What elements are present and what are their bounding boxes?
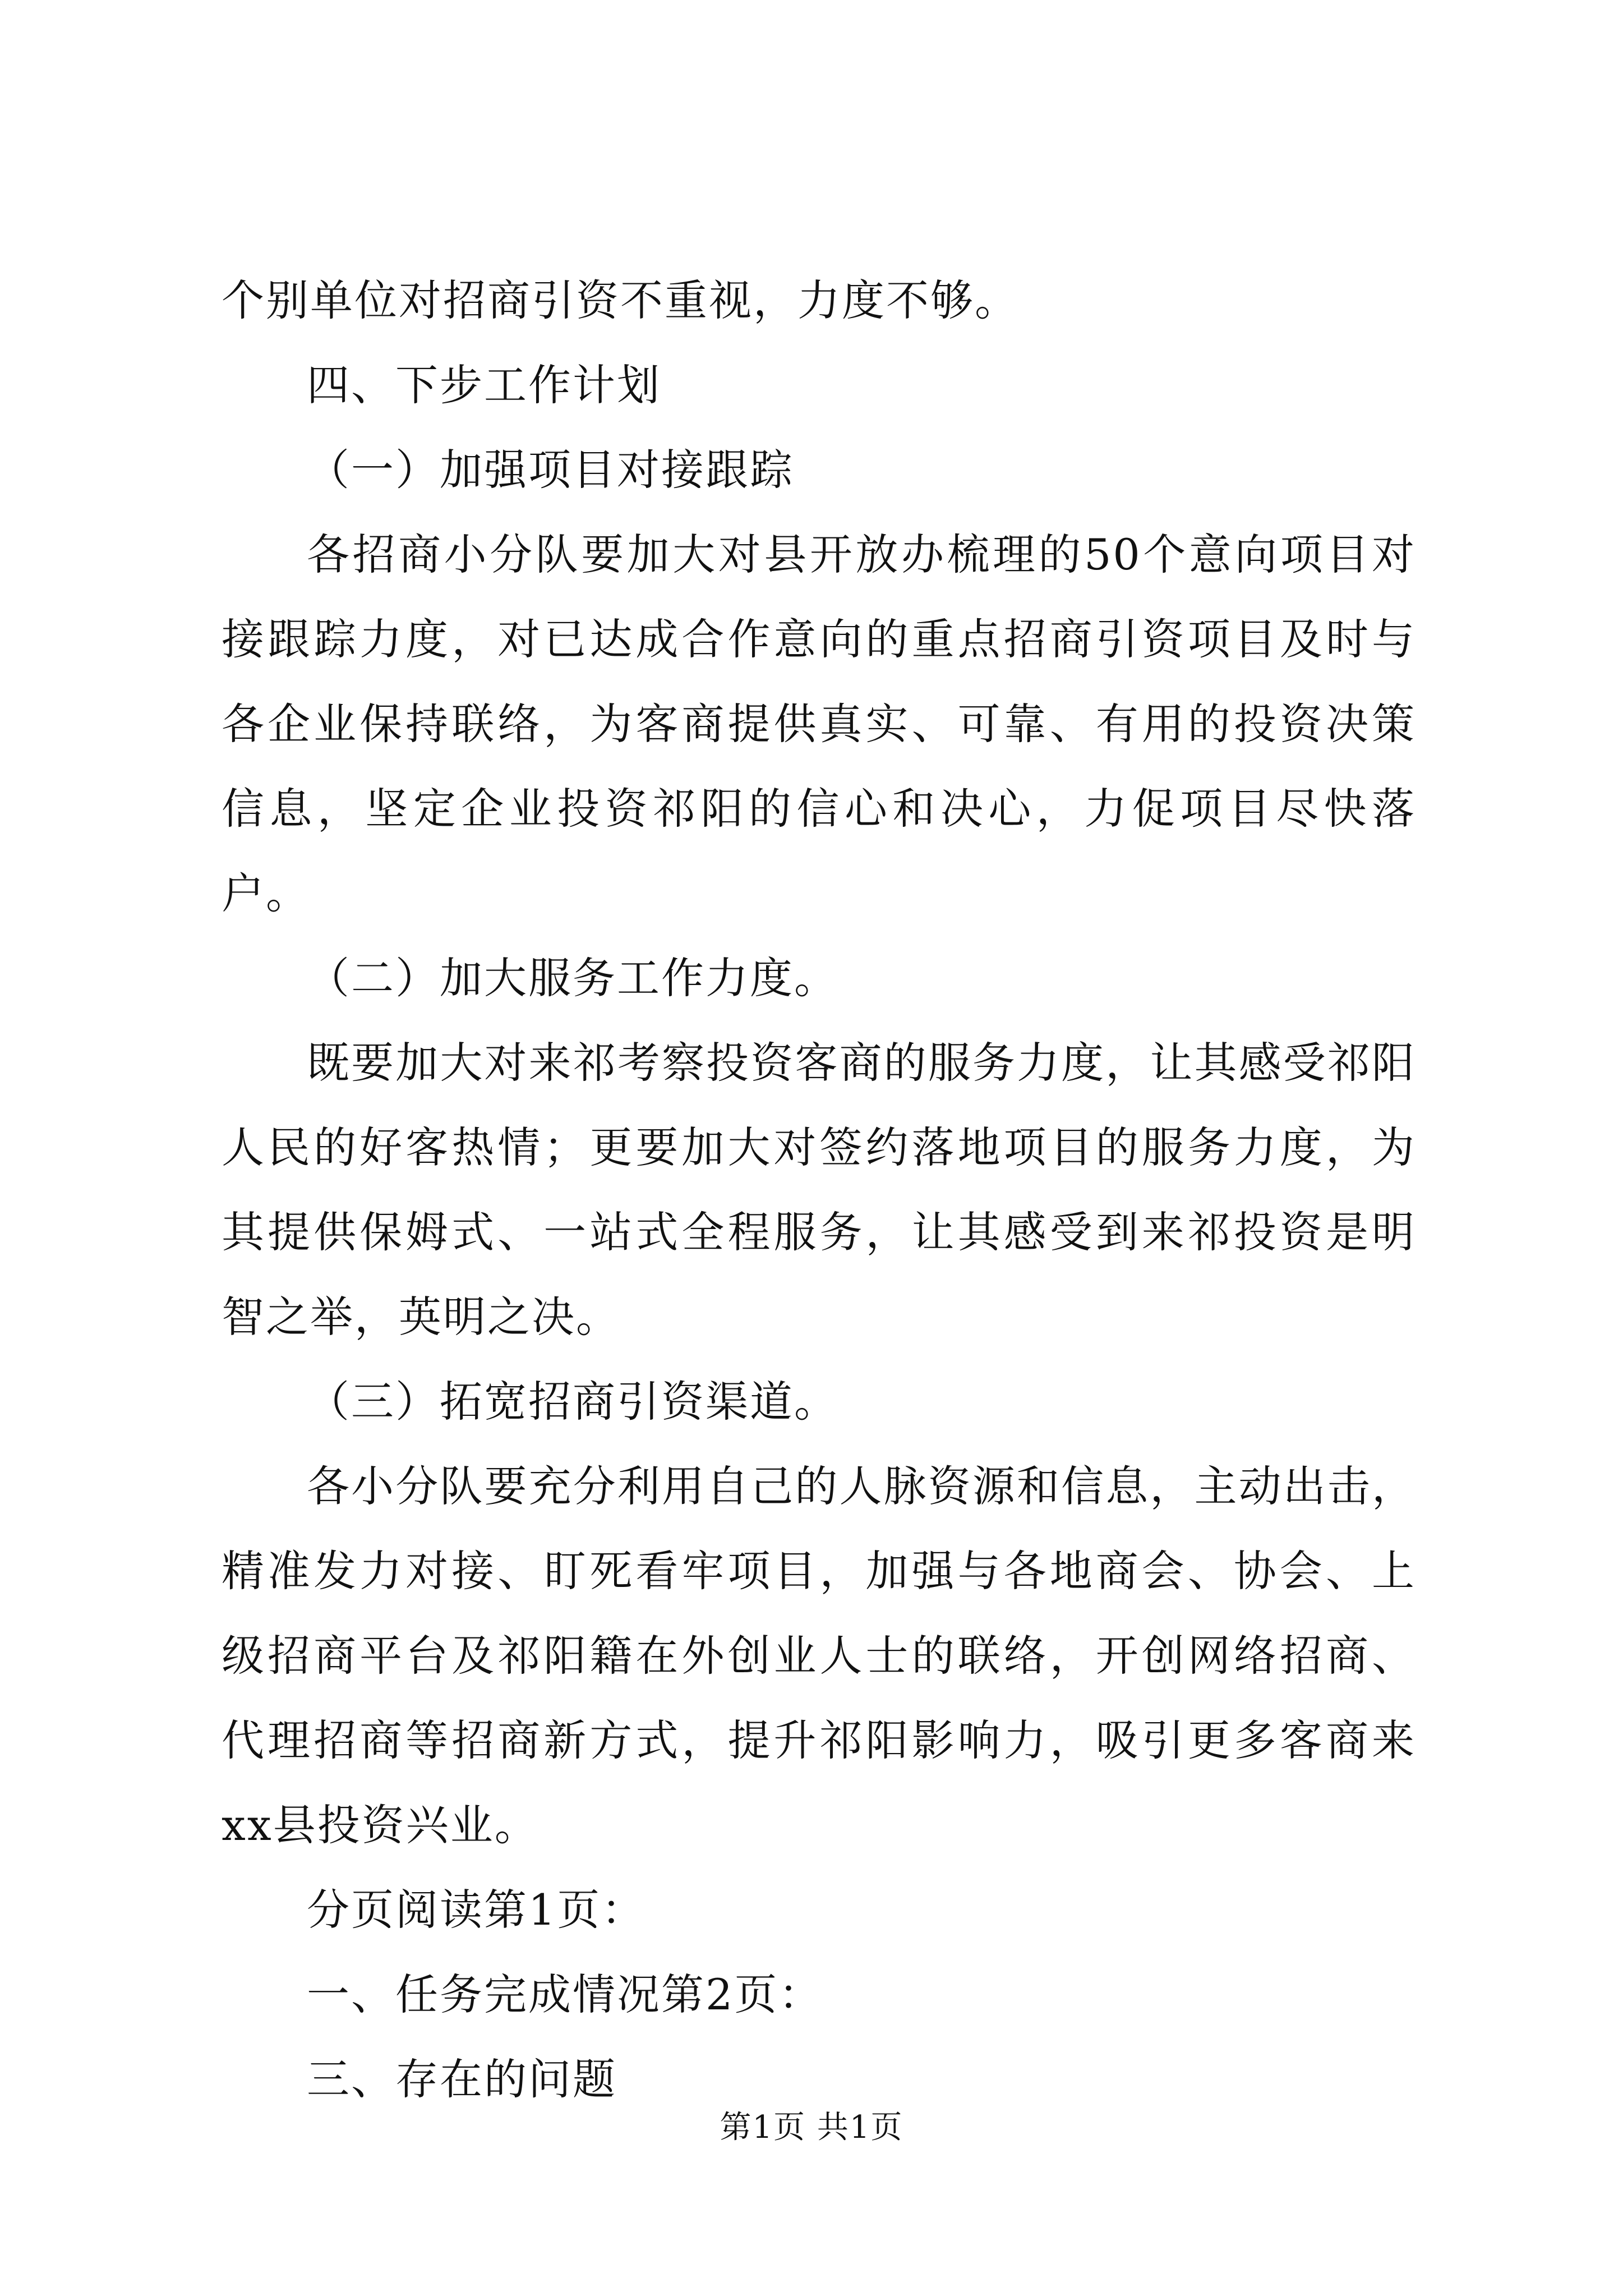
pagination-link-page-1: 分页阅读第1页： bbox=[307, 1885, 646, 1935]
subheading-service: （二）加大服务工作力度。 bbox=[307, 953, 838, 1003]
subheading-project-tracking: （一）加强项目对接跟踪 bbox=[307, 445, 794, 495]
paragraph-project-tracking: 各招商小分队要加大对县开放办梳理的50个意向项目对接跟踪力度，对已达成合作意向的重点招商引资项目及时与各企业保持联络，为客商提供真实、可靠、有用的投资决策信息，坚定企业投资祁阳的信心和决心，力促项目尽快落户。 bbox=[222, 530, 1416, 918]
page-footer: 第1页 共1页 bbox=[720, 2109, 903, 2146]
document-body bbox=[222, 258, 1416, 2122]
paragraph-channels: 各小分队要充分利用自己的人脉资源和信息，主动出击，精准发力对接、盯死看牢项目，加强与各地商会、协会、上级招商平台及祁阳籍在外创业人士的联络，开创网络招商、代理招商等招商新方式，提升祁阳影响力，吸引更多客商来xx县投资兴业。 bbox=[222, 1461, 1416, 1850]
paragraph-continuation: 个别单位对招商引资不重视，力度不够。 bbox=[222, 275, 1019, 325]
section-heading-problems: 三、存在的问题 bbox=[307, 2054, 617, 2104]
section-heading-next-steps: 四、下步工作计划 bbox=[307, 360, 661, 410]
pagination-link-page-2: 一、任务完成情况第2页： bbox=[307, 1970, 823, 2019]
subheading-channels: （三）拓宽招商引资渠道。 bbox=[307, 1377, 838, 1427]
paragraph-service: 既要加大对来祁考察投资客商的服务力度，让其感受祁阳人民的好客热情；更要加大对签约落地项目的服务力度，为其提供保姆式、一站式全程服务，让其感受到来祁投资是明智之举，英明之决。 bbox=[222, 1038, 1416, 1342]
